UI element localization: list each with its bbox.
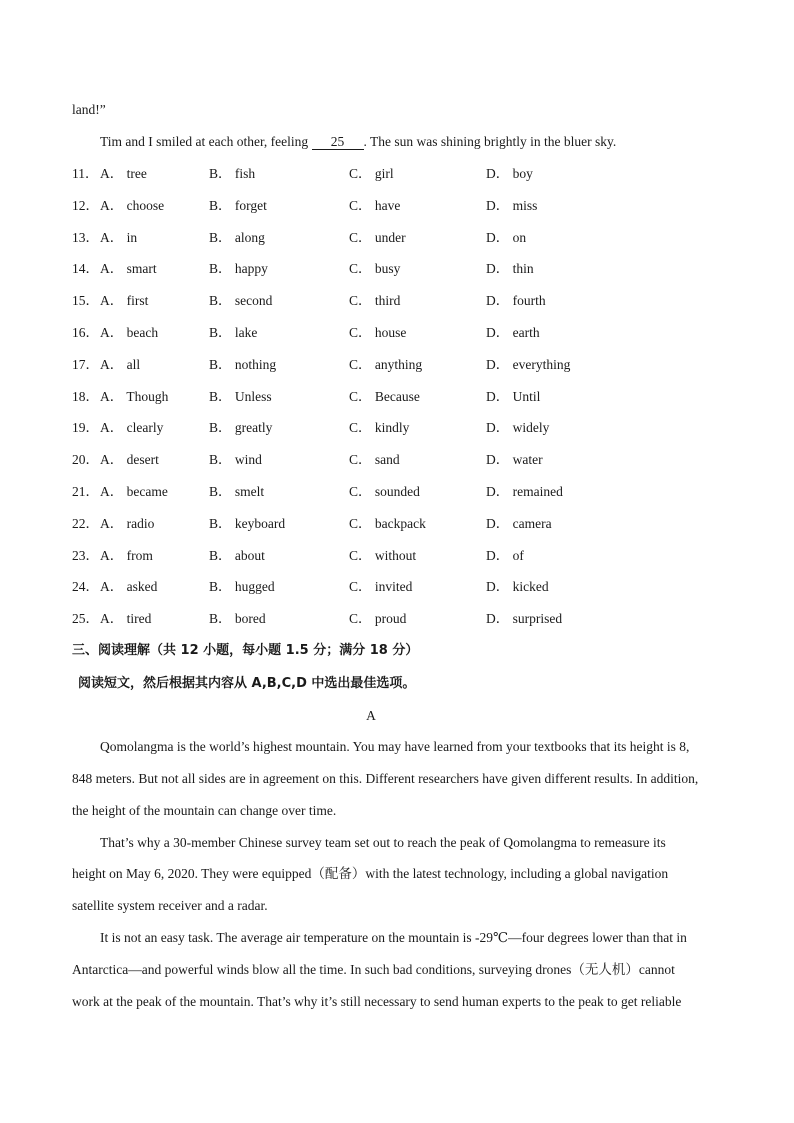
option-a: A． in (100, 230, 138, 245)
option-c: C． house (349, 325, 407, 340)
passage-line: 848 meters. But not all sides are in agreement on this. Different researchers have given different results. In addition, (72, 771, 699, 786)
option-c: C． backpack (349, 516, 426, 531)
option-a: A． clearly (100, 420, 164, 435)
passage-end-sentence (100, 133, 616, 151)
option-d: D． of (486, 548, 524, 563)
question-row (72, 578, 732, 596)
option-b: B． smelt (209, 484, 265, 499)
question-row (72, 515, 732, 533)
question-row (72, 388, 732, 406)
option-c: C． kindly (349, 420, 410, 435)
question-row (72, 451, 732, 469)
option-c: C． anything (349, 357, 423, 372)
option-a: A． radio (100, 516, 155, 531)
question-row (72, 419, 732, 437)
question-number: 22． (72, 516, 99, 531)
option-c: C． busy (349, 261, 401, 276)
option-d: D． widely (486, 420, 550, 435)
option-a: A． tired (100, 611, 152, 626)
option-b: B． wind (209, 452, 262, 467)
option-d: D． Until (486, 389, 541, 404)
option-d: D． boy (486, 166, 533, 181)
option-c: C． without (349, 548, 417, 563)
option-a: A． smart (100, 261, 157, 276)
option-d: D． on (486, 230, 527, 245)
question-row (72, 197, 732, 215)
option-b: B． about (209, 548, 265, 563)
blank-25: 25 (312, 134, 364, 150)
passage-line: It is not an easy task. The average air temperature on the mountain is -29℃—four degrees lower than that in (100, 930, 687, 945)
option-b: B． happy (209, 261, 268, 276)
option-d: D． fourth (486, 293, 546, 308)
option-b: B． forget (209, 198, 267, 213)
passage-line: That’s why a 30-member Chinese survey team set out to reach the peak of Qomolangma to remeasure its (100, 835, 666, 850)
question-number: 18． (72, 389, 99, 404)
option-c: C． girl (349, 166, 394, 181)
option-b: B． second (209, 293, 273, 308)
option-a: A． desert (100, 452, 159, 467)
question-row (72, 260, 732, 278)
option-c: C． have (349, 198, 401, 213)
option-d: D． water (486, 452, 543, 467)
question-row (72, 547, 732, 565)
option-d: D． remained (486, 484, 563, 499)
option-c: C． under (349, 230, 406, 245)
option-b: B． along (209, 230, 265, 245)
option-c: C． sounded (349, 484, 420, 499)
passage-end-line: land!” (72, 102, 106, 117)
option-c: C． sand (349, 452, 400, 467)
option-d: D． everything (486, 357, 571, 372)
question-row (72, 483, 732, 501)
question-number: 17． (72, 357, 99, 372)
option-b: B． lake (209, 325, 258, 340)
option-b: B． fish (209, 166, 256, 181)
question-number: 13． (72, 230, 99, 245)
question-number: 15． (72, 293, 99, 308)
option-d: D． surprised (486, 611, 563, 626)
passage-line: work at the peak of the mountain. That’s why it’s still necessary to send human experts to the peak to get reliable (72, 994, 682, 1009)
passage-line: Antarctica—and powerful winds blow all the time. In such bad conditions, surveying drones（无人机）cannot (72, 962, 675, 977)
section-title: 三、阅读理解（共 12 小题，每小题 1.5 分；满分 18 分） (72, 643, 419, 658)
option-a: A． asked (100, 579, 158, 594)
question-number: 25． (72, 611, 99, 626)
option-d: D． kicked (486, 579, 549, 594)
question-number: 16． (72, 325, 99, 340)
question-number: 14． (72, 261, 99, 276)
passage-label: A (366, 708, 376, 723)
option-b: B． nothing (209, 357, 277, 372)
question-number: 21． (72, 484, 99, 499)
option-c: C． Because (349, 389, 420, 404)
question-number: 23． (72, 548, 99, 563)
option-a: A． Though (100, 389, 169, 404)
option-a: A． beach (100, 325, 159, 340)
section-instruction: 阅读短文，然后根据其内容从 A,B,C,D 中选出最佳选项。 (78, 676, 416, 691)
option-b: B． Unless (209, 389, 272, 404)
question-row (72, 165, 732, 183)
option-d: D． miss (486, 198, 538, 213)
question-number: 20． (72, 452, 99, 467)
question-number: 11． (72, 166, 99, 181)
option-a: A． choose (100, 198, 165, 213)
option-b: B． bored (209, 611, 266, 626)
option-d: D． earth (486, 325, 540, 340)
option-b: B． greatly (209, 420, 273, 435)
question-row (72, 324, 732, 342)
option-a: A． tree (100, 166, 147, 181)
option-d: D． camera (486, 516, 552, 531)
question-row (72, 610, 732, 628)
question-row (72, 229, 732, 247)
passage-line: Qomolangma is the world’s highest mountain. You may have learned from your textbooks that its height is 8, (100, 739, 690, 754)
passage-line: the height of the mountain can change over time. (72, 803, 337, 818)
option-d: D． thin (486, 261, 534, 276)
passage-line: height on May 6, 2020. They were equipped（配备）with the latest technology, including a global navigation (72, 866, 669, 881)
option-a: A． first (100, 293, 149, 308)
option-a: A． all (100, 357, 141, 372)
passage-line: satellite system receiver and a radar. (72, 898, 268, 913)
sentence-end: . The sun was shining brightly in the bluer sky. (363, 134, 617, 149)
question-number: 24． (72, 579, 99, 594)
question-number: 12． (72, 198, 99, 213)
option-c: C． proud (349, 611, 407, 626)
option-a: A． from (100, 548, 153, 563)
question-row (72, 356, 732, 374)
option-c: C． invited (349, 579, 413, 594)
option-a: A． became (100, 484, 168, 499)
option-c: C． third (349, 293, 401, 308)
sentence-start: Tim and I smiled at each other, feeling (100, 134, 312, 149)
question-row (72, 292, 732, 310)
option-b: B． keyboard (209, 516, 286, 531)
option-b: B． hugged (209, 579, 275, 594)
question-number: 19． (72, 420, 99, 435)
